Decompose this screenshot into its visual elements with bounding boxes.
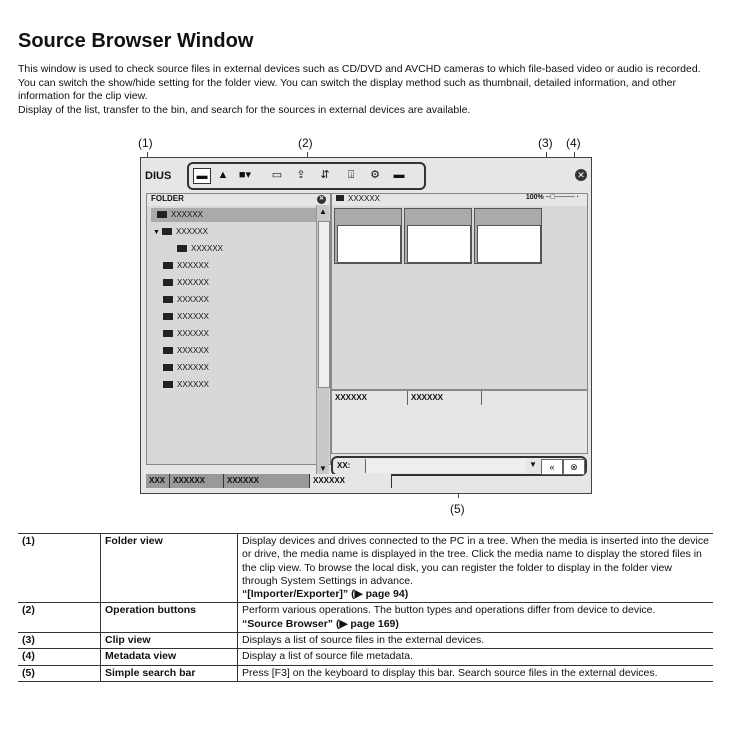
folder-icon (157, 211, 167, 218)
status-cell: XXXXXX (224, 474, 310, 488)
folder-label: XXXXXX (191, 244, 224, 253)
meta-column-header[interactable]: XXXXXX (332, 391, 408, 405)
folder-icon (163, 313, 173, 320)
add-to-bin-icon[interactable]: ⇪ (296, 169, 306, 181)
folder-icon (162, 228, 172, 235)
folder-scrollbar[interactable] (316, 205, 329, 475)
row-number: (2) (18, 603, 101, 633)
row-description: Display a list of source file metadata. (238, 649, 714, 665)
callout-1: (1) (138, 136, 153, 150)
folder-icon (163, 330, 173, 337)
title-bar (141, 158, 591, 193)
clip-thumbnail[interactable] (334, 208, 402, 264)
folder-icon (177, 245, 187, 252)
meta-column-header[interactable]: XXXXXX (408, 391, 482, 405)
table-row (18, 633, 713, 649)
eject-icon[interactable]: ▲ (217, 169, 229, 181)
table-row (18, 534, 713, 603)
row-description (238, 534, 714, 603)
table-row (18, 665, 713, 681)
folder-icon (163, 262, 173, 269)
status-cell: XXXXXX (170, 474, 224, 488)
expand-arrow-icon[interactable]: ▼ (153, 229, 160, 236)
close-icon[interactable]: ✕ (575, 169, 587, 181)
status-cell: XXX (146, 474, 170, 488)
folder-header (147, 194, 330, 206)
clip-view (331, 193, 588, 390)
clip-thumbnail[interactable] (474, 208, 542, 264)
folder-item[interactable] (177, 242, 223, 256)
menu-icon[interactable]: ▬ (393, 169, 405, 181)
folder-item[interactable] (163, 259, 209, 273)
operation-buttons (187, 162, 426, 190)
description-text: Display devices and drives connected to the PC in a tree. When the media is inserted into the device or drive, the media name is displayed in the tree. Click the media name to display the stored files in the clip view. To browse the local disk, you can register the folder to display in the folder view through System Settings in advance. (242, 535, 709, 587)
clip-preview (337, 225, 401, 263)
folder-item[interactable] (163, 327, 209, 341)
folder-item[interactable] (163, 310, 209, 324)
row-description: Press [F3] on the keyboard to display this bar. Search source files in the external devices. (238, 665, 714, 681)
clip-preview (407, 225, 471, 263)
folder-label: XXXXXX (177, 363, 210, 372)
search-label: XX: (337, 461, 351, 470)
folder-label: XXXXXX (177, 278, 210, 287)
clip-path: XXXXXX (348, 194, 381, 203)
import-icon[interactable]: ⍗ (347, 169, 355, 181)
intro (18, 63, 718, 117)
row-number: (5) (18, 665, 101, 681)
clip-thumbnail[interactable] (404, 208, 472, 264)
intro-p1: This window is used to check source files in external devices such as CD/DVD and AVCHD cameras to which file-based video or audio is recorded. (18, 63, 701, 75)
folder-label: XXXXXX (171, 210, 204, 219)
folder-close-icon[interactable]: ✕ (318, 196, 325, 202)
reference-link[interactable]: “Source Browser” (▶ page 169) (242, 617, 399, 630)
folder-label: XXXXXX (177, 329, 210, 338)
clip-header (332, 194, 587, 206)
status-cell: XXXXXX (310, 474, 392, 488)
transfer-icon[interactable]: ⇵ (320, 169, 330, 181)
app-logo: DIUS (145, 170, 172, 182)
folder-label: XXXXXX (177, 261, 210, 270)
folder-icon (336, 195, 344, 201)
folder-item[interactable] (163, 344, 209, 358)
row-name: Clip view (101, 633, 238, 649)
folder-header-label: FOLDER (151, 194, 184, 203)
folder-item[interactable] (163, 293, 209, 307)
folder-item[interactable] (153, 225, 208, 239)
callout-2: (2) (298, 136, 313, 150)
folder-item[interactable] (151, 208, 319, 222)
callout-5: (5) (450, 502, 465, 516)
folder-icon (163, 296, 173, 303)
settings-icon[interactable]: ⚙ (370, 169, 380, 181)
folder-view (146, 193, 331, 465)
scroll-down-icon[interactable]: ▼ (319, 464, 327, 473)
metadata-view (331, 390, 588, 454)
view-mode-icon[interactable]: ■▾ (238, 169, 252, 181)
simple-search-bar (331, 456, 587, 476)
search-close-button[interactable]: ⊗ (563, 459, 585, 475)
source-browser-window (140, 157, 592, 494)
clip-preview (477, 225, 541, 263)
folder-icon (163, 279, 173, 286)
scroll-thumb[interactable] (318, 221, 330, 388)
callout-4: (4) (566, 136, 581, 150)
folder-view-toggle-icon[interactable]: ▬ (193, 168, 211, 184)
table-row (18, 603, 713, 633)
zoom-level: 100% (525, 194, 544, 201)
row-number: (1) (18, 534, 101, 603)
folder-item[interactable] (163, 276, 209, 290)
page-title: Source Browser Window (18, 30, 254, 52)
definitions-table (18, 533, 713, 682)
folder-icon (163, 347, 173, 354)
search-dropdown-icon[interactable]: ▼ (529, 460, 537, 469)
callout-3: (3) (538, 136, 553, 150)
folder-label: XXXXXX (177, 295, 210, 304)
row-number: (4) (18, 649, 101, 665)
row-name: Simple search bar (101, 665, 238, 681)
row-name: Metadata view (101, 649, 238, 665)
folder-label: XXXXXX (177, 346, 210, 355)
folder-icon (163, 364, 173, 371)
folder-label: XXXXXX (175, 227, 208, 236)
folder-icon (163, 381, 173, 388)
window-icon[interactable]: ▭ (271, 169, 283, 181)
zoom-control[interactable]: 100% ─□──── · (525, 194, 579, 201)
row-description: Displays a list of source files in the external devices. (238, 633, 714, 649)
folder-item[interactable] (163, 361, 209, 375)
description-text: Perform various operations. The button types and operations differ from device to device. (242, 604, 656, 617)
table-row (18, 649, 713, 665)
intro-p2: You can switch the show/hide setting for the folder view. You can switch the display method such as thumbnail, detailed information, and other information for the clip view. (18, 76, 677, 103)
intro-p3: Display of the list, transfer to the bin, and search for the sources in external devices are available. (18, 103, 471, 116)
search-previous-button[interactable]: « (541, 459, 563, 475)
folder-label: XXXXXX (177, 380, 210, 389)
row-name: Folder view (101, 534, 238, 603)
row-name: Operation buttons (101, 603, 238, 633)
reference-link[interactable]: “[Importer/Exporter]” (▶ page 94) (242, 588, 409, 601)
folder-label: XXXXXX (177, 312, 210, 321)
row-description (238, 603, 714, 633)
folder-item[interactable] (163, 378, 209, 392)
search-input[interactable] (365, 459, 526, 473)
scroll-up-icon[interactable]: ▲ (319, 207, 327, 216)
row-number: (3) (18, 633, 101, 649)
